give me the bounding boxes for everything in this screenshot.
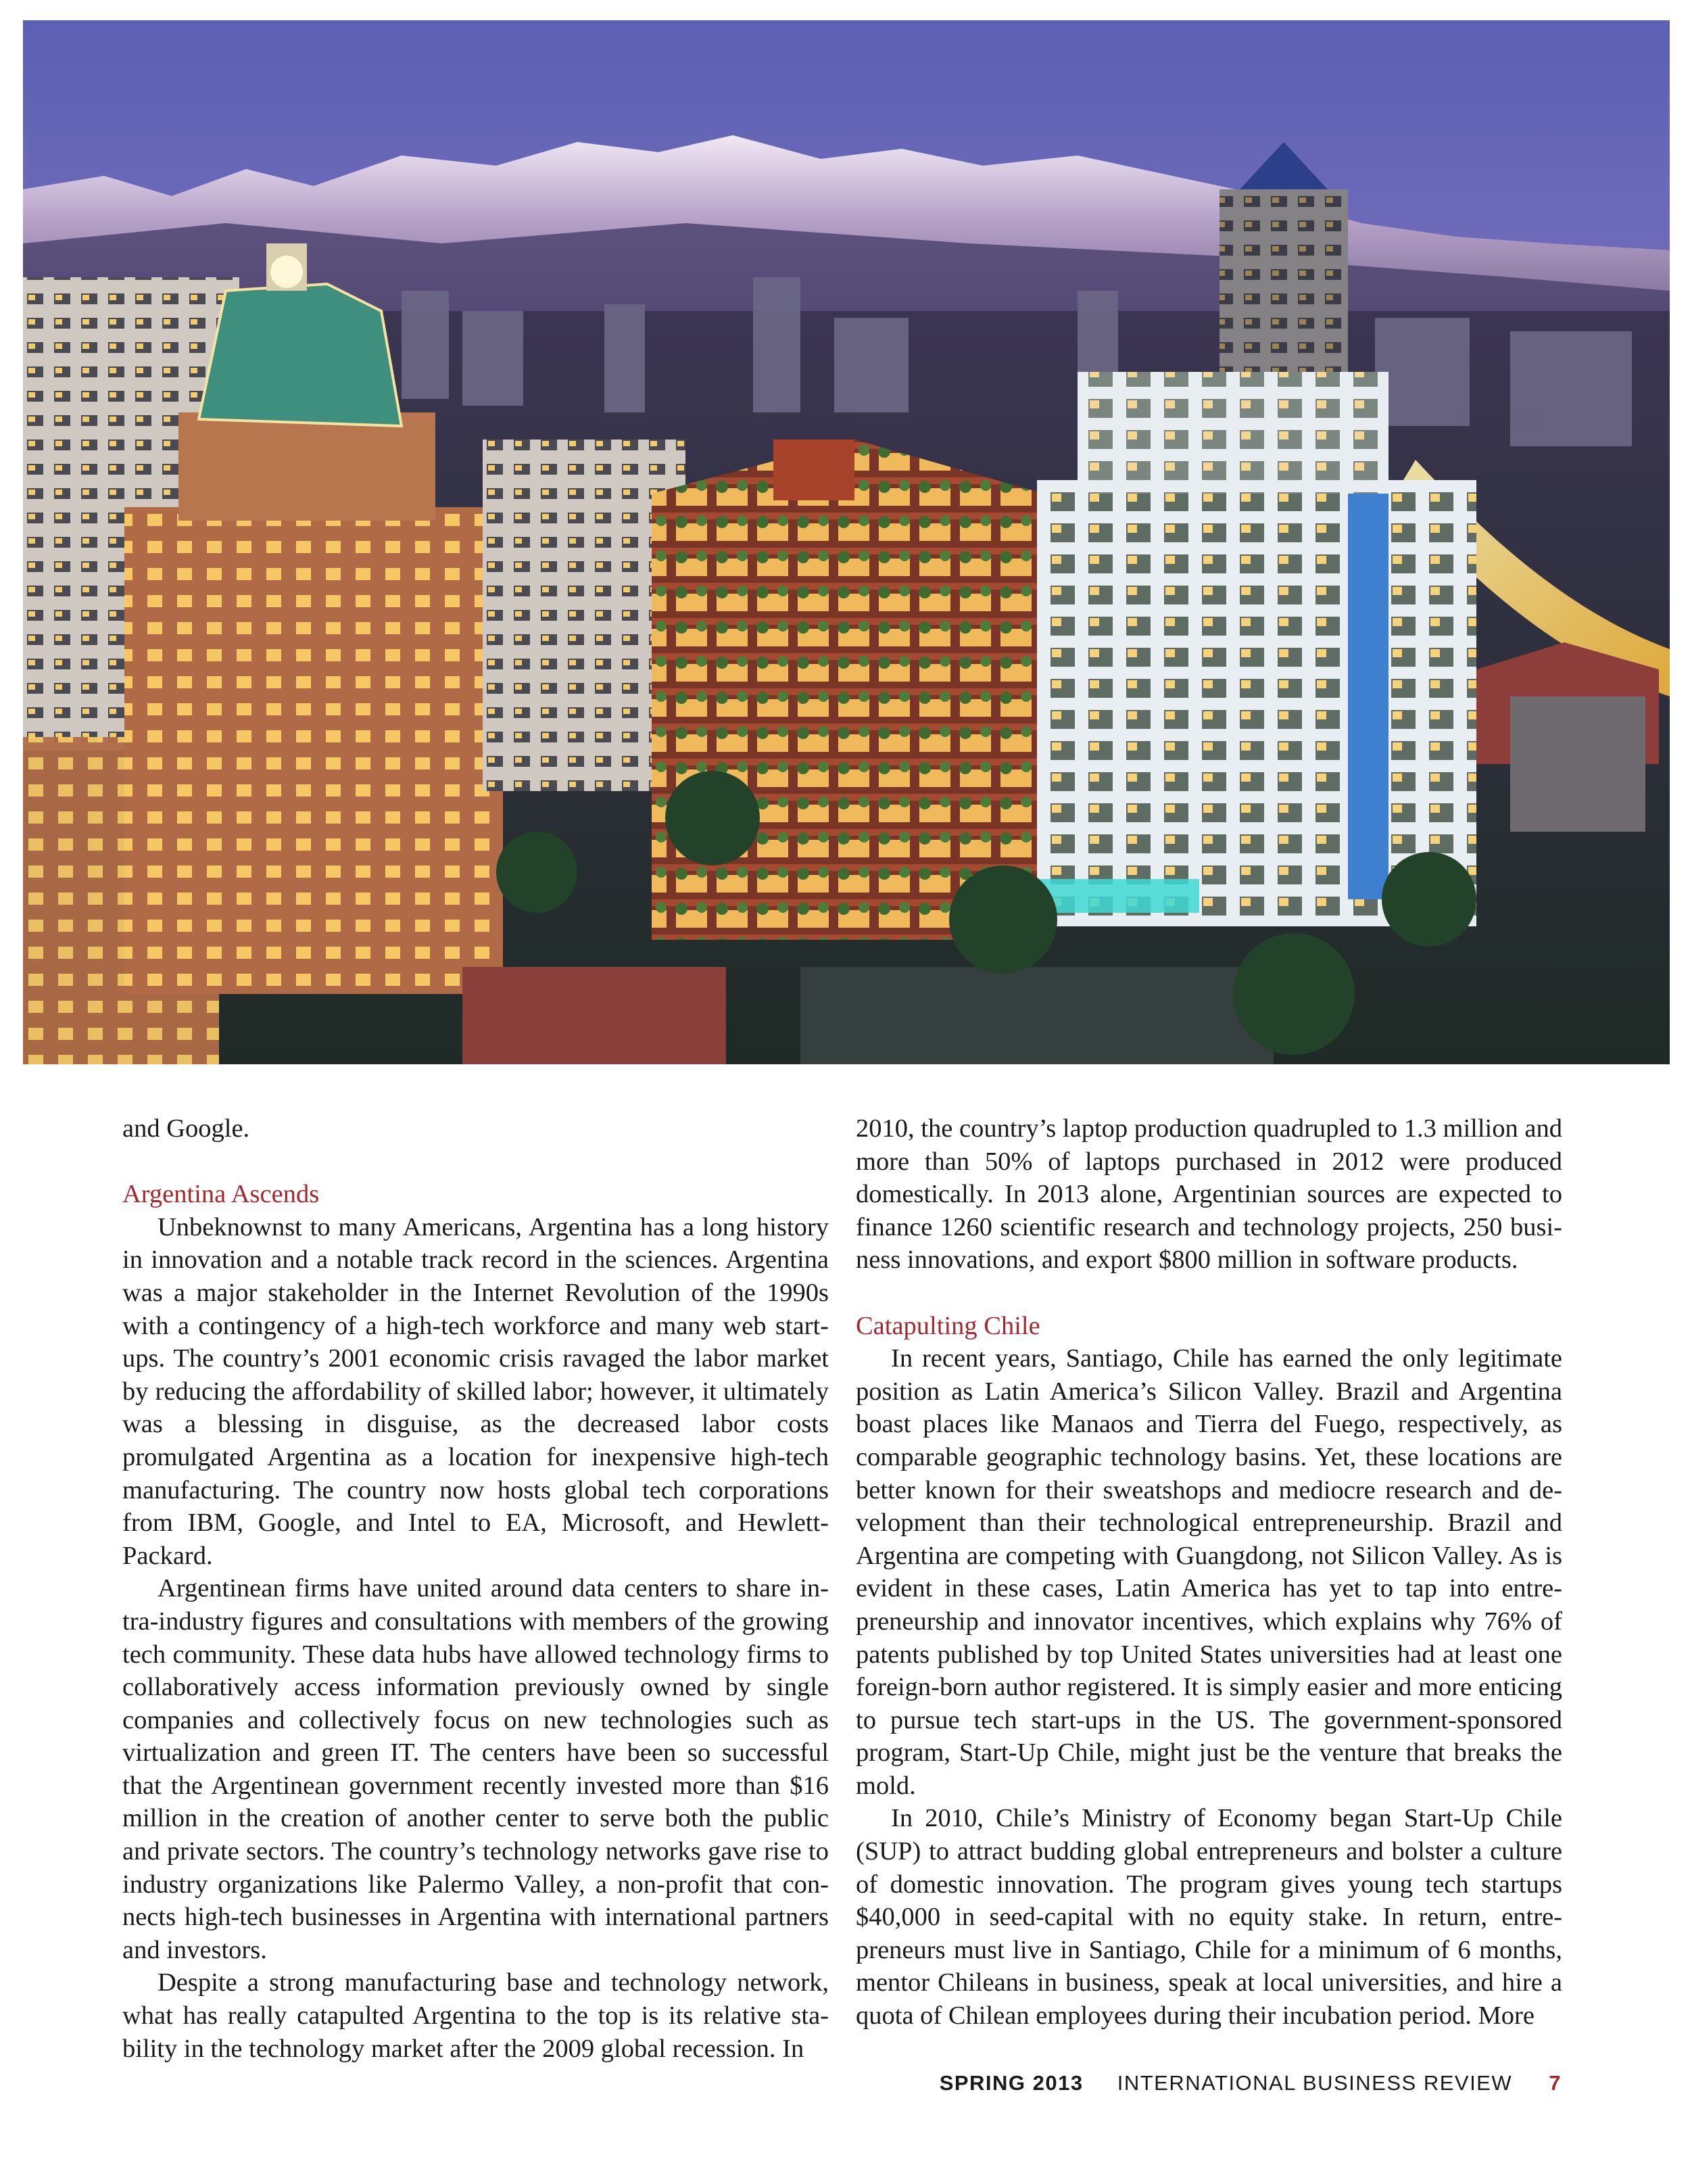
city-skyline-photo [23, 20, 1670, 1064]
paragraph: Unbeknownst to many Americans, Argentina has a long history in innovation and a notable track record in the sciences. Argentina was a major stakeholder in the Internet Revolution of the 1990s with a contingency of a high-tech workforce and many web startups. The country’s 2001 economic crisis ravaged the labor market by reducing the affordability of skilled labor; however, it ultimately was a blessing in disguise, as the decreased labor costs promulgated Argentina as a location for inexpensive high-tech manufacturing. The country now hosts global tech corporations from IBM, Google, and Intel to EA, Microsoft, and Hewlett-Packard. [122, 1212, 829, 1570]
right-text-column [856, 1112, 1562, 2033]
paragraph-gap [122, 1145, 829, 1179]
publication-name: INTERNATIONAL BUSINESS REVIEW [1117, 2071, 1513, 2095]
section-heading-argentina: Argentina Ascends [122, 1180, 320, 1209]
paragraph-gap [856, 1277, 1562, 1310]
page-footer [940, 2071, 1562, 2095]
paragraph: Argentinean firms have united around data centers to share intra-industry figures and consultations with members of the growing tech community. These data hubs have allowed technology firms to collaboratively access information previously owned by single companies and collectively focus on new technologies such as virtualization and green IT. The centers have been so successful that the Argentinean government recently invested more than $16 million in the creation of another center to serve both the public and private sectors. The country’s technology networks gave rise to industry organizations like Palermo Valley, a non-profit that connects high-tech businesses in Argentina with international partners and investors. [122, 1574, 829, 1964]
paragraph: Despite a strong manufacturing base and technology network, what has really catapulted Argentina to the top is its relative stability in the technology market after the 2009 global recession. In [122, 1968, 829, 2063]
paragraph: In recent years, Santiago, Chile has earned the only legitimate position as Latin America’s Silicon Valley. Brazil and Argentina boast places like Manaos and Tierra del Fuego, respectively, as comparable geographic technology basins. Yet, these locations are better known for their sweatshops and mediocre research and development than their technological entrepreneurship. Brazil and Argentina are competing with Guangdong, not Silicon Valley. As is evident in these cases, Latin America has yet to tap into entrepreneurship and innovator incentives, which explains why 76% of patents published by top United States universities had at least one foreign-born author registered. It is simply easier and more enticing to pursue tech start-ups in the US. The government-sponsored program, Start-Up Chile, might just be the venture that breaks the mold. [856, 1344, 1562, 1800]
continuation-text: 2010, the country’s laptop production quadrupled to 1.3 million and more than 50% of laptops purchased in 2012 were produced domestically. In 2013 alone, Argentinian sources are expected to finance 1260 scientific research and technology projects, 250 business innovations, and export $800 million in software products. [856, 1114, 1562, 1275]
page-number: 7 [1549, 2071, 1562, 2095]
left-text-column [122, 1112, 829, 2065]
continuation-text: and Google. [122, 1114, 250, 1143]
section-heading-chile: Catapulting Chile [856, 1311, 1040, 1340]
issue-season: SPRING 2013 [939, 2071, 1084, 2095]
paragraph: In 2010, Chile’s Ministry of Economy began Start-Up Chile (SUP) to attract budding global entrepreneurs and bolster a culture of domestic innovation. The program gives young tech startups $40,000 in seed-capital with no equity stake. In return, entrepreneurs must live in Santiago, Chile for a minimum of 6 months, mentor Chileans in business, speak at local universities, and hire a quota of Chilean employees during their incubation period. More [856, 1804, 1562, 2031]
city-skyline-photo-icon [23, 20, 1670, 1064]
